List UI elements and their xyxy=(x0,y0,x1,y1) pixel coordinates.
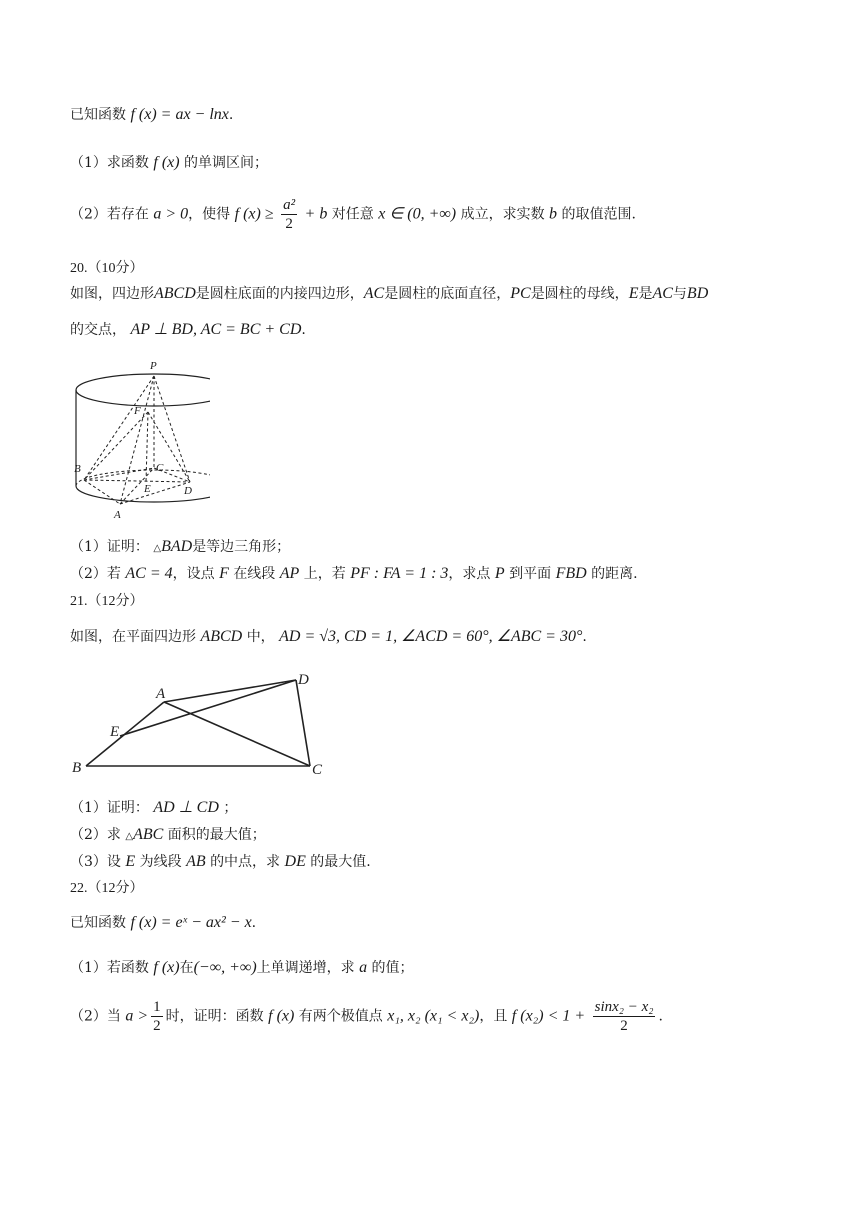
q22-part2-frac-num: sinx₂ − x₂ xyxy=(594,999,654,1015)
q19-part2-frac-den: 2 xyxy=(285,216,293,232)
q21-part2 xyxy=(70,824,266,844)
q22-part2-text-d: ，且 xyxy=(479,1008,508,1025)
q19-part1-label: （1） xyxy=(70,155,107,171)
q22-intro-period: . xyxy=(251,915,257,931)
q19-intro xyxy=(70,104,233,124)
label-e: E xyxy=(110,724,120,740)
q22-part1-domain: (−∞, +∞) xyxy=(193,959,257,976)
q21-part3-de: DE xyxy=(284,853,306,870)
q19-part2-text-b: ，使得 xyxy=(188,206,231,223)
q21-part2-text: 求 xyxy=(106,827,121,843)
q20-part2-text-g: 到平面 xyxy=(509,566,552,582)
q19-part1-text: 求函数 xyxy=(106,155,149,171)
q22-part2-half xyxy=(151,998,163,1035)
q21-part1 xyxy=(70,797,237,817)
q20-part2-p: P xyxy=(494,565,505,582)
label-f: F xyxy=(134,405,141,417)
q20-stem2-text: 的交点， xyxy=(70,322,126,338)
label-b: B xyxy=(72,760,82,776)
q19-part2-frac-num: a² xyxy=(283,197,296,213)
label-a: A xyxy=(156,686,166,702)
triangle-symbol: △ xyxy=(125,831,134,842)
q20-part2-ap: AP xyxy=(279,565,300,582)
q19-part2-text-a: 若存在 xyxy=(106,206,149,223)
q20-stem-bd: BD xyxy=(686,285,709,302)
q19-part2-plusb: + b xyxy=(304,205,328,223)
q22-part2-label: （2） xyxy=(70,1008,107,1025)
q21-stem-formula: AD = √3, CD = 1, ∠ACD = 60°, ∠ABC = 30° xyxy=(279,628,583,645)
q20-part1-end: 是等边三角形； xyxy=(192,539,291,555)
q20-part2-f: F xyxy=(219,565,229,582)
q19-part2-fraction xyxy=(281,196,297,233)
q21-part2-end: 面积的最大值； xyxy=(167,827,266,843)
q21-part1-formula: AD ⊥ CD xyxy=(153,799,219,816)
label-p: P xyxy=(150,360,157,372)
label-d: D xyxy=(184,485,192,497)
q20-stem-text-d: 是圆柱的母线， xyxy=(530,286,629,302)
q22-part1-label: （1） xyxy=(70,960,107,976)
q19-part2-cond: a > 0 xyxy=(153,205,189,223)
q21-stem-text-a: 如图，在平面四边形 xyxy=(70,629,196,645)
q20-part2-fbd: FBD xyxy=(555,565,587,582)
q20-stem-text-b: 是圆柱底面的内接四边形， xyxy=(195,286,364,302)
segment-dc xyxy=(296,680,310,766)
q20-stem-ac2: AC xyxy=(652,285,673,302)
segment-ed xyxy=(120,680,296,736)
q21-stem xyxy=(70,626,587,646)
q21-part3-text-d: 的最大值. xyxy=(310,854,371,870)
q20-part2-text-a: 若 xyxy=(106,566,121,582)
q19-intro-text: 已知函数 xyxy=(70,107,126,123)
q20-part1-text: 证明： xyxy=(106,539,149,555)
segment-pb xyxy=(84,376,154,480)
q22-part1-text-a: 若函数 xyxy=(106,960,149,976)
q20-header: 20.（10分） xyxy=(70,261,144,276)
q20-part2-text-b: ，设点 xyxy=(172,566,215,582)
q21-part3-text-a: 设 xyxy=(106,854,121,870)
q20-part2-ratio: PF : FA = 1 : 3 xyxy=(350,565,449,582)
segment-bc xyxy=(84,468,154,480)
q19-part2-text-d: 成立，求实数 xyxy=(460,206,545,223)
q21-part3-text-c: 的中点，求 xyxy=(210,854,281,870)
q22-part2-half-den: 2 xyxy=(153,1018,161,1034)
q21-part1-label: （1） xyxy=(70,800,107,816)
q19-part1 xyxy=(70,152,268,172)
q20-stem-line1 xyxy=(70,283,708,303)
q20-stem-text-a: 如图，四边形 xyxy=(70,286,154,302)
q20-part2 xyxy=(70,563,638,583)
q19-part2-domain: x ∈ (0, +∞) xyxy=(378,205,457,223)
q19-part2-text-c: 对任意 xyxy=(331,206,374,223)
q19-part1-suffix: 的单调区间； xyxy=(184,155,269,171)
q22-part2-inequality: f (x₂) < 1 + xyxy=(511,1007,586,1025)
triangle-symbol: △ xyxy=(153,543,162,554)
q22-part2-cond: a > xyxy=(125,1007,149,1025)
q19-part1-fx: f (x) xyxy=(153,154,180,171)
q22-part2-fx: f (x) xyxy=(268,1007,295,1025)
segment-ad xyxy=(164,680,296,702)
label-d: D xyxy=(298,672,309,688)
q19-part2-label: （2） xyxy=(70,206,107,223)
q20-part1-bad: BAD xyxy=(161,538,193,555)
q21-part3-label: （3） xyxy=(70,854,107,870)
q19-part2 xyxy=(70,196,636,233)
q22-intro-text: 已知函数 xyxy=(70,915,126,931)
q22-intro xyxy=(70,912,256,932)
q20-part2-text-d: 上，若 xyxy=(303,566,346,582)
q20-part2-text-h: 的距离. xyxy=(591,566,638,582)
q21-part1-end: ； xyxy=(223,800,238,816)
q19-intro-period: . xyxy=(228,107,234,123)
q22-part2 xyxy=(70,998,663,1035)
q21-part3 xyxy=(70,851,371,871)
q22-header: 22.（12分） xyxy=(70,881,144,896)
q21-part3-ab: AB xyxy=(186,853,206,870)
q20-stem2-period: . xyxy=(301,322,306,338)
q21-part3-e: E xyxy=(125,853,136,870)
q22-function-formula: f (x) = eˣ − ax² − x xyxy=(130,914,252,931)
q22-part2-points: x₁, x₂ (x₁ < x₂) xyxy=(387,1007,480,1025)
q20-stem-text-c: 是圆柱的底面直径， xyxy=(384,286,511,302)
q20-part1-label: （1） xyxy=(70,539,107,555)
q20-stem-pc: PC xyxy=(510,285,531,302)
label-e: E xyxy=(144,483,151,495)
q22-part1-text-c: 上单调递增，求 xyxy=(256,960,355,976)
q20-stem2-formula: AP ⊥ BD, AC = BC + CD xyxy=(130,321,302,338)
q21-part2-abc: ABC xyxy=(133,826,164,843)
q20-part2-text-c: 在线段 xyxy=(233,566,276,582)
label-b: B xyxy=(74,463,81,475)
q22-part2-frac-den: 2 xyxy=(620,1018,628,1034)
q19-part2-text-e: 的取值范围. xyxy=(561,206,636,223)
label-c: C xyxy=(156,462,164,474)
segment-fe xyxy=(146,412,148,482)
q20-part2-text-e: ，求点 xyxy=(448,566,491,582)
q20-stem-text-f: 是 xyxy=(638,286,653,302)
q21-stem-period: . xyxy=(582,629,587,645)
q22-part1-fx: f (x) xyxy=(153,959,180,976)
segment-fb xyxy=(84,412,148,480)
q19-function-formula: f (x) = ax − lnx xyxy=(130,106,229,123)
q20-stem-abcd: ABCD xyxy=(154,285,196,302)
q21-stem-abcd: ABCD xyxy=(200,628,243,645)
label-c: C xyxy=(312,762,323,778)
q22-part1-text-b: 在 xyxy=(179,960,194,976)
segment-bd xyxy=(84,480,190,482)
q20-stem-ac: AC xyxy=(363,285,385,302)
q22-part2-text-b: 时，证明：函数 xyxy=(165,1008,264,1025)
q21-part3-text-b: 为线段 xyxy=(139,854,182,870)
q21-part1-text: 证明： xyxy=(106,800,149,816)
q20-part2-ac: AC = 4 xyxy=(125,565,173,582)
q22-part2-fraction xyxy=(593,998,656,1035)
cylinder-top-ellipse xyxy=(76,374,210,406)
label-a: A xyxy=(114,509,121,521)
q21-part2-label: （2） xyxy=(70,827,107,843)
q22-part2-text-a: 当 xyxy=(106,1008,121,1025)
q21-header: 21.（12分） xyxy=(70,594,144,609)
q20-part2-label: （2） xyxy=(70,566,107,582)
q19-part2-bvar: b xyxy=(549,205,558,223)
q20-stem-e: E xyxy=(628,285,639,302)
q22-part2-text-c: 有两个极值点 xyxy=(298,1008,383,1025)
q22-part2-half-num: 1 xyxy=(153,999,161,1015)
q22-part1 xyxy=(70,957,414,977)
q21-stem-text-b: 中， xyxy=(246,629,275,645)
q20-part1 xyxy=(70,536,290,556)
q20-stem-text-g: 与 xyxy=(672,286,687,302)
q22-part1-text-d: 的值； xyxy=(371,960,414,976)
q20-stem-line2 xyxy=(70,319,306,339)
q21-quadrilateral-figure xyxy=(68,664,348,784)
q22-part2-period: . xyxy=(658,1008,663,1025)
q20-cylinder-figure xyxy=(70,356,210,522)
segment-ac xyxy=(164,702,310,766)
q19-part2-fx: f (x) ≥ xyxy=(234,205,274,223)
q22-part1-avar: a xyxy=(359,959,368,976)
